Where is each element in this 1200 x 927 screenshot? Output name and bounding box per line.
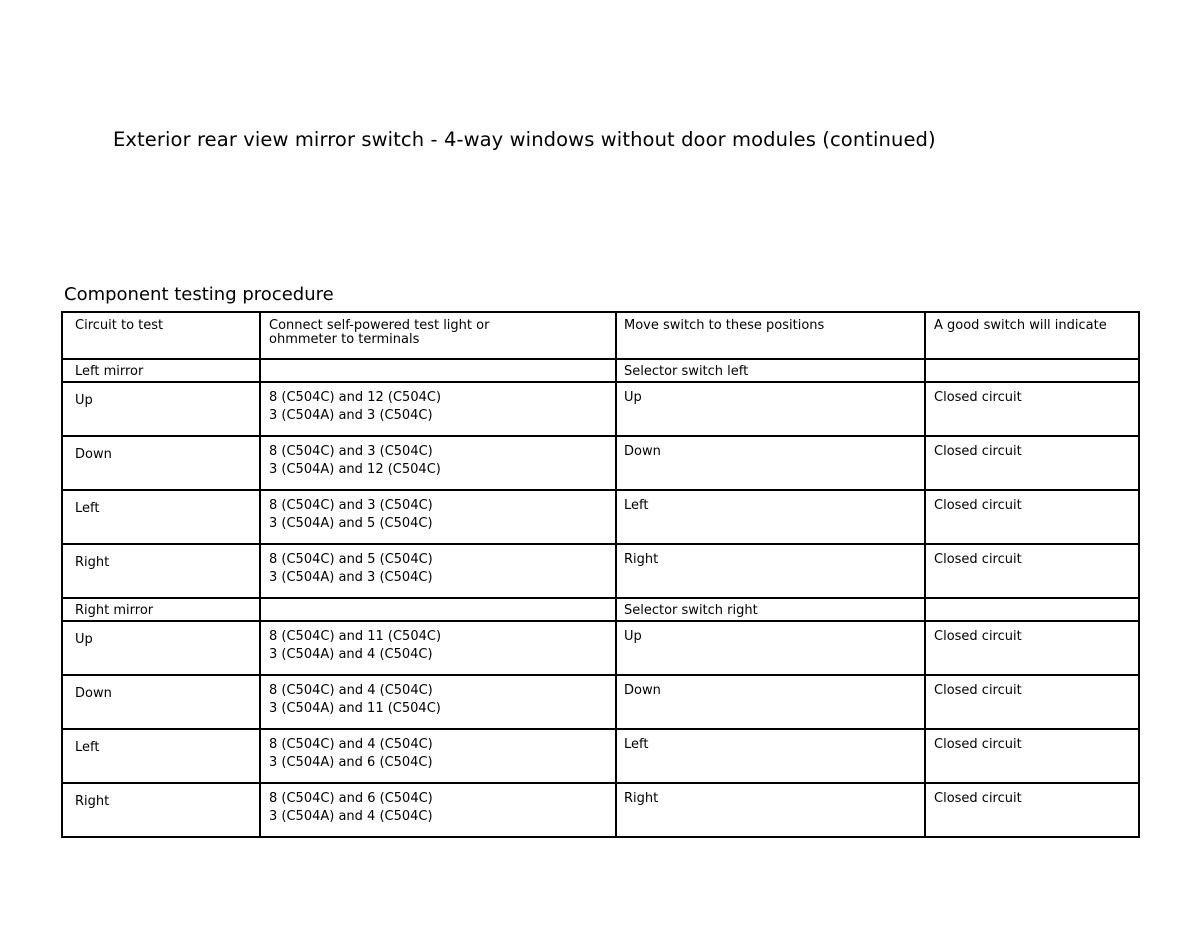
- cell-circuit: Up: [62, 382, 260, 436]
- cell-circuit: Right mirror: [62, 598, 260, 621]
- cell-position: Down: [616, 436, 925, 490]
- cell-position: Right: [616, 544, 925, 598]
- section-title: Component testing procedure: [64, 284, 334, 305]
- table-row: [62, 490, 1139, 544]
- cell-position: Selector switch left: [616, 359, 925, 382]
- cell-terminals: 8 (C504C) and 12 (C504C) 3 (C504A) and 3 (C504C): [260, 382, 616, 436]
- table-row: [62, 675, 1139, 729]
- cell-terminals: [260, 359, 616, 382]
- cell-terminals: 8 (C504C) and 4 (C504C) 3 (C504A) and 11 (C504C): [260, 675, 616, 729]
- cell-circuit: Left: [62, 490, 260, 544]
- table-row: [62, 382, 1139, 436]
- table-row: [62, 729, 1139, 783]
- cell-circuit: Down: [62, 675, 260, 729]
- cell-indication: Closed circuit: [925, 382, 1139, 436]
- cell-indication: Closed circuit: [925, 783, 1139, 837]
- cell-indication: Closed circuit: [925, 436, 1139, 490]
- cell-terminals: [260, 598, 616, 621]
- cell-position: Up: [616, 382, 925, 436]
- table-body: [62, 312, 1139, 837]
- table-row: [62, 436, 1139, 490]
- table-row: [62, 621, 1139, 675]
- cell-terminals: 8 (C504C) and 6 (C504C) 3 (C504A) and 4 (C504C): [260, 783, 616, 837]
- cell-indication: Closed circuit: [925, 729, 1139, 783]
- cell-terminals: 8 (C504C) and 11 (C504C) 3 (C504A) and 4 (C504C): [260, 621, 616, 675]
- cell-terminals: 8 (C504C) and 4 (C504C) 3 (C504A) and 6 (C504C): [260, 729, 616, 783]
- header-switch-positions: Move switch to these positions: [616, 312, 925, 359]
- cell-indication: Closed circuit: [925, 490, 1139, 544]
- cell-position: Up: [616, 621, 925, 675]
- cell-indication: Closed circuit: [925, 544, 1139, 598]
- cell-circuit: Right: [62, 544, 260, 598]
- header-circuit-to-test: Circuit to test: [62, 312, 260, 359]
- page-title: Exterior rear view mirror switch - 4-way windows without door modules (continued): [113, 128, 936, 151]
- header-connect-terminals: Connect self-powered test light or ohmmeter to terminals: [260, 312, 616, 359]
- header-good-switch-indication: A good switch will indicate: [925, 312, 1139, 359]
- cell-terminals: 8 (C504C) and 5 (C504C) 3 (C504A) and 3 (C504C): [260, 544, 616, 598]
- cell-circuit: Left mirror: [62, 359, 260, 382]
- cell-circuit: Down: [62, 436, 260, 490]
- cell-position: Down: [616, 675, 925, 729]
- table-header-row: [62, 312, 1139, 359]
- cell-circuit: Right: [62, 783, 260, 837]
- cell-terminals: 8 (C504C) and 3 (C504C) 3 (C504A) and 5 (C504C): [260, 490, 616, 544]
- cell-position: Selector switch right: [616, 598, 925, 621]
- table-row: [62, 783, 1139, 837]
- cell-circuit: Up: [62, 621, 260, 675]
- table-group-row: [62, 598, 1139, 621]
- cell-indication: Closed circuit: [925, 675, 1139, 729]
- cell-circuit: Left: [62, 729, 260, 783]
- cell-indication: [925, 359, 1139, 382]
- component-testing-table: [61, 311, 1140, 838]
- cell-indication: Closed circuit: [925, 621, 1139, 675]
- cell-terminals: 8 (C504C) and 3 (C504C) 3 (C504A) and 12 (C504C): [260, 436, 616, 490]
- table-row: [62, 544, 1139, 598]
- cell-position: Left: [616, 490, 925, 544]
- cell-position: Right: [616, 783, 925, 837]
- cell-position: Left: [616, 729, 925, 783]
- table-group-row: [62, 359, 1139, 382]
- cell-indication: [925, 598, 1139, 621]
